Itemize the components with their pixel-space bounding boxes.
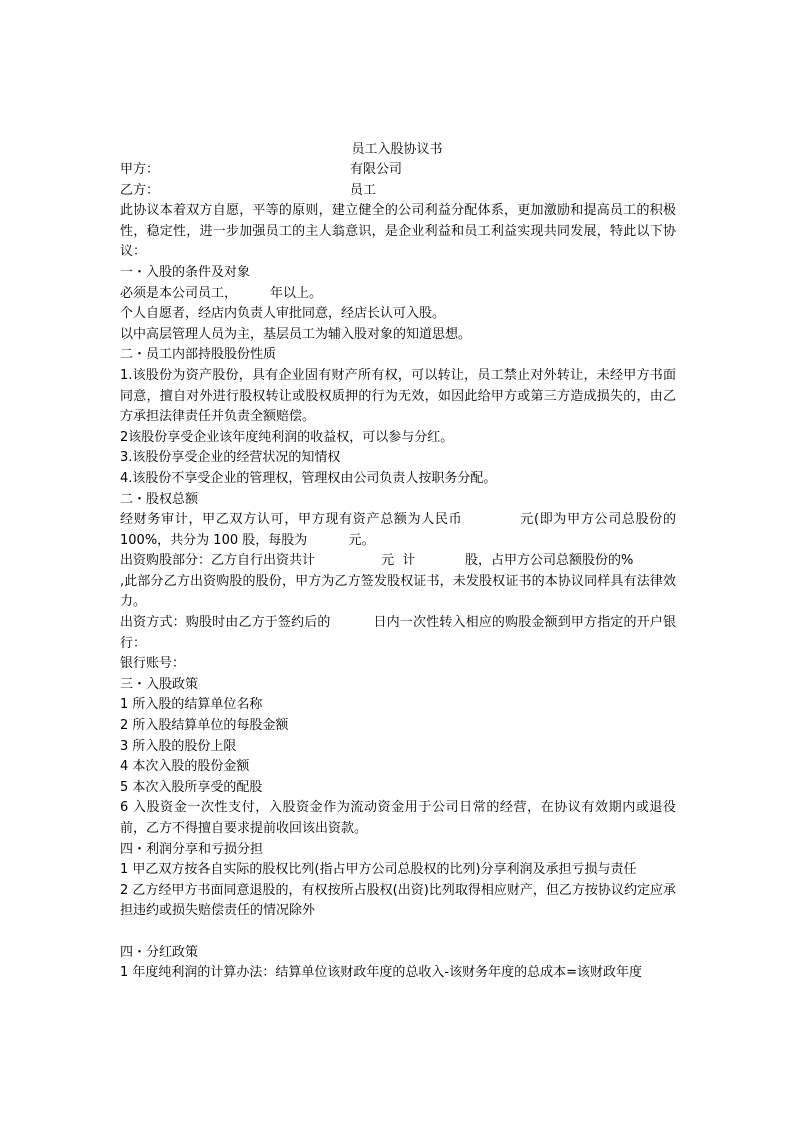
section-heading: 四・分红政策 (120, 944, 199, 960)
intro-paragraph: 此协议本着双方自愿，平等的原则，建立健全的公司利益分配体系，更加激励和提高员工的积极性，稳定性，进一步加强员工的主人翁意识，是企业利益和员工利益实现共同发展，特此以下协议： (120, 203, 676, 260)
list-item: 1 甲乙双方按各自实际的股权比列(指占甲方公司总股权的比列)分享利润及承担亏损与责任 (120, 862, 637, 878)
section-heading: 四・利润分享和亏损分担 (120, 841, 264, 857)
paragraph: 2该股份享受企业该年度纯利润的收益权，可以参与分红。 (120, 429, 454, 445)
section-heading: 二・员工内部持股股份性质 (120, 347, 277, 363)
list-item: 3 所入股的股份上限 (120, 738, 237, 754)
list-item: 1 所入股的结算单位名称 (120, 697, 263, 713)
paragraph: 出资方式：购股时由乙方于签约后的 日内一次性转入相应的购股金额到甲方指定的开户银行： (120, 615, 676, 651)
paragraph: 出资购股部分：乙方自行出资共计 元 计 股，占甲方公司总额股份的% (120, 553, 634, 569)
document-title: 员工入股协议书 (351, 142, 443, 157)
party-b-value: 员工 (350, 182, 377, 198)
list-item: 2 乙方经甲方书面同意退股的，有权按所占股权(出资)比列取得相应财产，但乙方按协议约定应承担违约或损失赔偿责任的情况除外 (120, 882, 676, 919)
list-item: 5 本次入股所享受的配股 (120, 779, 263, 795)
paragraph: 1.该股份为资产股份，具有企业固有财产所有权，可以转让，员工禁止对外转让，未经甲方书面同意，擅自对外进行股权转让或股权质押的行为无效，如因此给甲方或第三方造成损失的，由乙方承担法律责任并负责全额赔偿。 (120, 367, 676, 425)
section-heading: 二・股权总额 (120, 491, 199, 507)
party-b-label: 乙方： (120, 182, 160, 198)
list-item: 2 所入股结算单位的每股金额 (120, 718, 289, 734)
blank-line (120, 922, 676, 943)
party-a-value: 有限公司 (350, 162, 403, 177)
list-item: 4 本次入股的股份金额 (120, 759, 250, 775)
paragraph: 个人自愿者，经店内负责人审批同意，经店长认可入股。 (120, 306, 446, 322)
paragraph: 4.该股份不享受企业的管理权，管理权由公司负责人按职务分配。 (120, 470, 497, 486)
paragraph: ,此部分乙方出资购股的股份，甲方为乙方签发股权证书，未发股权证书的本协议同样具有法律效力。 (120, 573, 676, 610)
section-heading: 三・入股政策 (120, 676, 199, 692)
party-b-row (120, 181, 676, 202)
paragraph: 经财务审计，甲乙双方认可，甲方现有资产总额为人民币 元(即为甲方公司总股份的100%，共分为 100 股，每股为 元。 (120, 512, 676, 548)
section-heading: 一・入股的条件及对象 (120, 264, 251, 280)
paragraph: 必须是本公司员工， 年以上。 (120, 285, 323, 301)
list-item: 1 年度纯利润的计算办法：结算单位该财政年度的总收入-该财务年度的总成本=该财政年度 (120, 965, 642, 981)
list-item: 6 入股资金一次性支付，入股资金作为流动资金用于公司日常的经营，在协议有效期内或退役前，乙方不得擅自要求提前收回该出资款。 (120, 800, 676, 836)
document-body (120, 160, 676, 984)
paragraph: 以中高层管理人员为主，基层员工为辅入股对象的知道思想。 (120, 326, 472, 342)
paragraph: 银行账号： (120, 656, 186, 672)
party-a-label: 甲方： (120, 162, 160, 177)
paragraph: 3.该股份享受企业的经营状况的知情权 (120, 450, 341, 466)
party-a-row (120, 160, 676, 181)
